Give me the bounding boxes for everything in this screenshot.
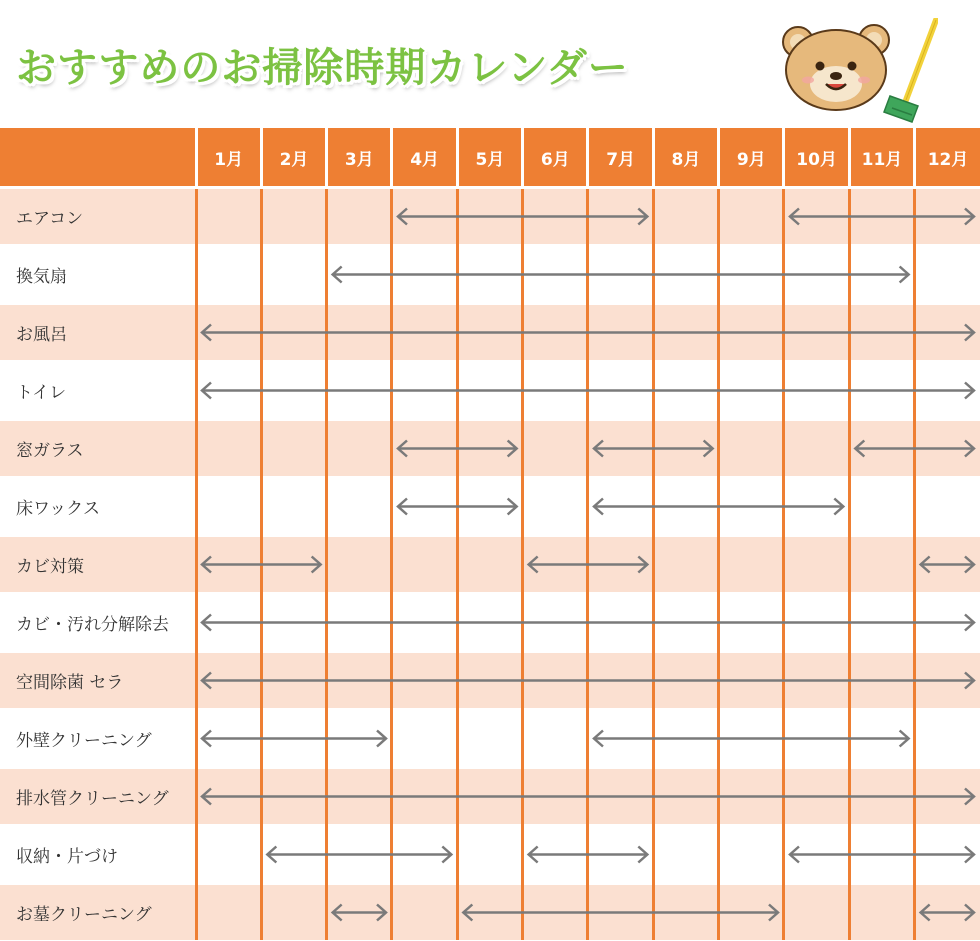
month-cell (915, 652, 980, 710)
header (0, 0, 980, 128)
month-cell (784, 768, 849, 826)
month-cell (653, 304, 718, 362)
month-cell (915, 826, 980, 884)
month-cell (653, 536, 718, 594)
month-cell (915, 536, 980, 594)
month-cell (327, 826, 392, 884)
table-row (0, 826, 980, 884)
table-row (0, 362, 980, 420)
month-cell (653, 478, 718, 536)
month-cell (457, 652, 522, 710)
month-cell (196, 768, 261, 826)
month-cell (261, 594, 326, 652)
month-cell (653, 594, 718, 652)
month-cell (392, 478, 457, 536)
month-cell (261, 884, 326, 941)
month-cell (392, 884, 457, 941)
month-cell (849, 768, 914, 826)
month-header-5: 5月 (457, 128, 522, 188)
month-cell (915, 188, 980, 246)
row-label: トイレ (0, 362, 196, 420)
month-cell (588, 768, 653, 826)
month-cell (457, 304, 522, 362)
month-cell (849, 362, 914, 420)
month-cell (849, 420, 914, 478)
month-cell (327, 652, 392, 710)
month-cell (588, 362, 653, 420)
month-header-10: 10月 (784, 128, 849, 188)
month-header-3: 3月 (327, 128, 392, 188)
month-cell (327, 710, 392, 768)
month-cell (588, 304, 653, 362)
month-cell (523, 478, 588, 536)
table-row (0, 420, 980, 478)
month-cell (523, 362, 588, 420)
month-cell (915, 594, 980, 652)
month-cell (588, 884, 653, 941)
month-cell (849, 826, 914, 884)
month-header-12: 12月 (915, 128, 980, 188)
bear-icon (783, 25, 889, 110)
month-cell (196, 536, 261, 594)
table-row (0, 710, 980, 768)
month-cell (719, 652, 784, 710)
month-cell (457, 188, 522, 246)
month-cell (261, 478, 326, 536)
month-cell (849, 710, 914, 768)
month-cell (261, 304, 326, 362)
month-cell (784, 536, 849, 594)
month-cell (915, 362, 980, 420)
month-cell (327, 420, 392, 478)
table-row (0, 768, 980, 826)
month-cell (392, 536, 457, 594)
row-label: お墓クリーニング (0, 884, 196, 941)
month-cell (784, 246, 849, 304)
month-cell (653, 884, 718, 941)
calendar-table (0, 128, 980, 940)
row-label: カビ・汚れ分解除去 (0, 594, 196, 652)
month-cell (719, 594, 784, 652)
month-cell (719, 826, 784, 884)
row-label: 窓ガラス (0, 420, 196, 478)
month-cell (196, 478, 261, 536)
month-cell (523, 304, 588, 362)
month-cell (261, 362, 326, 420)
month-cell (523, 536, 588, 594)
month-cell (719, 246, 784, 304)
table-row (0, 188, 980, 246)
month-cell (327, 362, 392, 420)
month-cell (719, 536, 784, 594)
month-cell (523, 420, 588, 478)
month-header-11: 11月 (849, 128, 914, 188)
month-header-9: 9月 (719, 128, 784, 188)
month-cell (588, 536, 653, 594)
month-cell (653, 652, 718, 710)
month-cell (784, 710, 849, 768)
month-cell (588, 478, 653, 536)
month-cell (327, 246, 392, 304)
month-cell (392, 246, 457, 304)
table-row (0, 652, 980, 710)
month-cell (327, 478, 392, 536)
row-label: 収納・片づけ (0, 826, 196, 884)
month-cell (392, 362, 457, 420)
month-header-2: 2月 (261, 128, 326, 188)
month-cell (196, 188, 261, 246)
month-cell (392, 652, 457, 710)
month-cell (719, 304, 784, 362)
month-header-6: 6月 (523, 128, 588, 188)
month-cell (457, 246, 522, 304)
row-label: お風呂 (0, 304, 196, 362)
month-cell (523, 768, 588, 826)
month-cell (784, 884, 849, 941)
mascot (778, 18, 938, 124)
month-cell (849, 594, 914, 652)
month-cell (392, 188, 457, 246)
month-cell (392, 420, 457, 478)
month-cell (523, 246, 588, 304)
month-cell (719, 478, 784, 536)
month-cell (261, 710, 326, 768)
broom-icon (884, 20, 936, 122)
month-header-4: 4月 (392, 128, 457, 188)
month-cell (261, 536, 326, 594)
month-cell (457, 536, 522, 594)
month-cell (588, 246, 653, 304)
month-cell (196, 594, 261, 652)
header-corner (0, 128, 196, 188)
month-cell (849, 536, 914, 594)
month-cell (784, 362, 849, 420)
month-cell (588, 188, 653, 246)
month-cell (849, 188, 914, 246)
month-cell (457, 362, 522, 420)
month-cell (392, 304, 457, 362)
month-cell (457, 768, 522, 826)
month-cell (523, 188, 588, 246)
month-cell (392, 826, 457, 884)
month-cell (915, 768, 980, 826)
month-cell (784, 188, 849, 246)
month-cell (327, 304, 392, 362)
month-cell (392, 710, 457, 768)
month-cell (523, 710, 588, 768)
row-label: 床ワックス (0, 478, 196, 536)
month-header-8: 8月 (653, 128, 718, 188)
month-cell (849, 652, 914, 710)
month-cell (457, 710, 522, 768)
month-cell (849, 304, 914, 362)
month-cell (719, 884, 784, 941)
month-cell (523, 594, 588, 652)
month-cell (196, 652, 261, 710)
month-cell (719, 768, 784, 826)
row-label: 排水管クリーニング (0, 768, 196, 826)
month-cell (653, 420, 718, 478)
page-title: おすすめのお掃除時期カレンダー (16, 45, 629, 91)
month-cell (784, 420, 849, 478)
month-cell (915, 304, 980, 362)
month-cell (196, 246, 261, 304)
month-cell (457, 884, 522, 941)
row-label: 空間除菌 セラ (0, 652, 196, 710)
table-row (0, 594, 980, 652)
row-label: カビ対策 (0, 536, 196, 594)
month-cell (915, 420, 980, 478)
month-cell (261, 652, 326, 710)
table-row (0, 304, 980, 362)
month-cell (849, 246, 914, 304)
month-cell (327, 768, 392, 826)
month-cell (784, 652, 849, 710)
month-cell (392, 594, 457, 652)
month-cell (719, 188, 784, 246)
table-row (0, 536, 980, 594)
month-cell (719, 362, 784, 420)
month-cell (915, 478, 980, 536)
month-cell (784, 304, 849, 362)
month-cell (849, 884, 914, 941)
month-cell (392, 768, 457, 826)
month-cell (261, 420, 326, 478)
month-cell (457, 478, 522, 536)
month-header-row (0, 128, 980, 188)
month-cell (196, 362, 261, 420)
month-cell (196, 304, 261, 362)
month-cell (653, 246, 718, 304)
month-header-7: 7月 (588, 128, 653, 188)
month-cell (261, 826, 326, 884)
month-cell (588, 420, 653, 478)
month-cell (653, 362, 718, 420)
month-cell (327, 188, 392, 246)
month-cell (261, 768, 326, 826)
month-cell (915, 884, 980, 941)
month-cell (327, 536, 392, 594)
month-cell (196, 710, 261, 768)
month-cell (523, 884, 588, 941)
row-label: エアコン (0, 188, 196, 246)
month-cell (588, 826, 653, 884)
month-cell (588, 594, 653, 652)
month-cell (719, 710, 784, 768)
month-cell (849, 478, 914, 536)
table-row (0, 478, 980, 536)
month-cell (523, 652, 588, 710)
table-row (0, 884, 980, 941)
month-cell (196, 884, 261, 941)
month-cell (196, 420, 261, 478)
month-cell (784, 478, 849, 536)
month-cell (784, 826, 849, 884)
month-cell (457, 420, 522, 478)
table-row (0, 246, 980, 304)
month-header-1: 1月 (196, 128, 261, 188)
row-label: 外壁クリーニング (0, 710, 196, 768)
month-cell (588, 710, 653, 768)
month-cell (327, 594, 392, 652)
month-cell (523, 826, 588, 884)
month-cell (457, 594, 522, 652)
month-cell (719, 420, 784, 478)
month-cell (653, 826, 718, 884)
month-cell (261, 246, 326, 304)
row-label: 換気扇 (0, 246, 196, 304)
month-cell (653, 710, 718, 768)
month-cell (588, 652, 653, 710)
month-cell (196, 826, 261, 884)
month-cell (653, 768, 718, 826)
month-cell (261, 188, 326, 246)
month-cell (915, 710, 980, 768)
month-cell (784, 594, 849, 652)
month-cell (327, 884, 392, 941)
month-cell (457, 826, 522, 884)
month-cell (915, 246, 980, 304)
month-cell (653, 188, 718, 246)
